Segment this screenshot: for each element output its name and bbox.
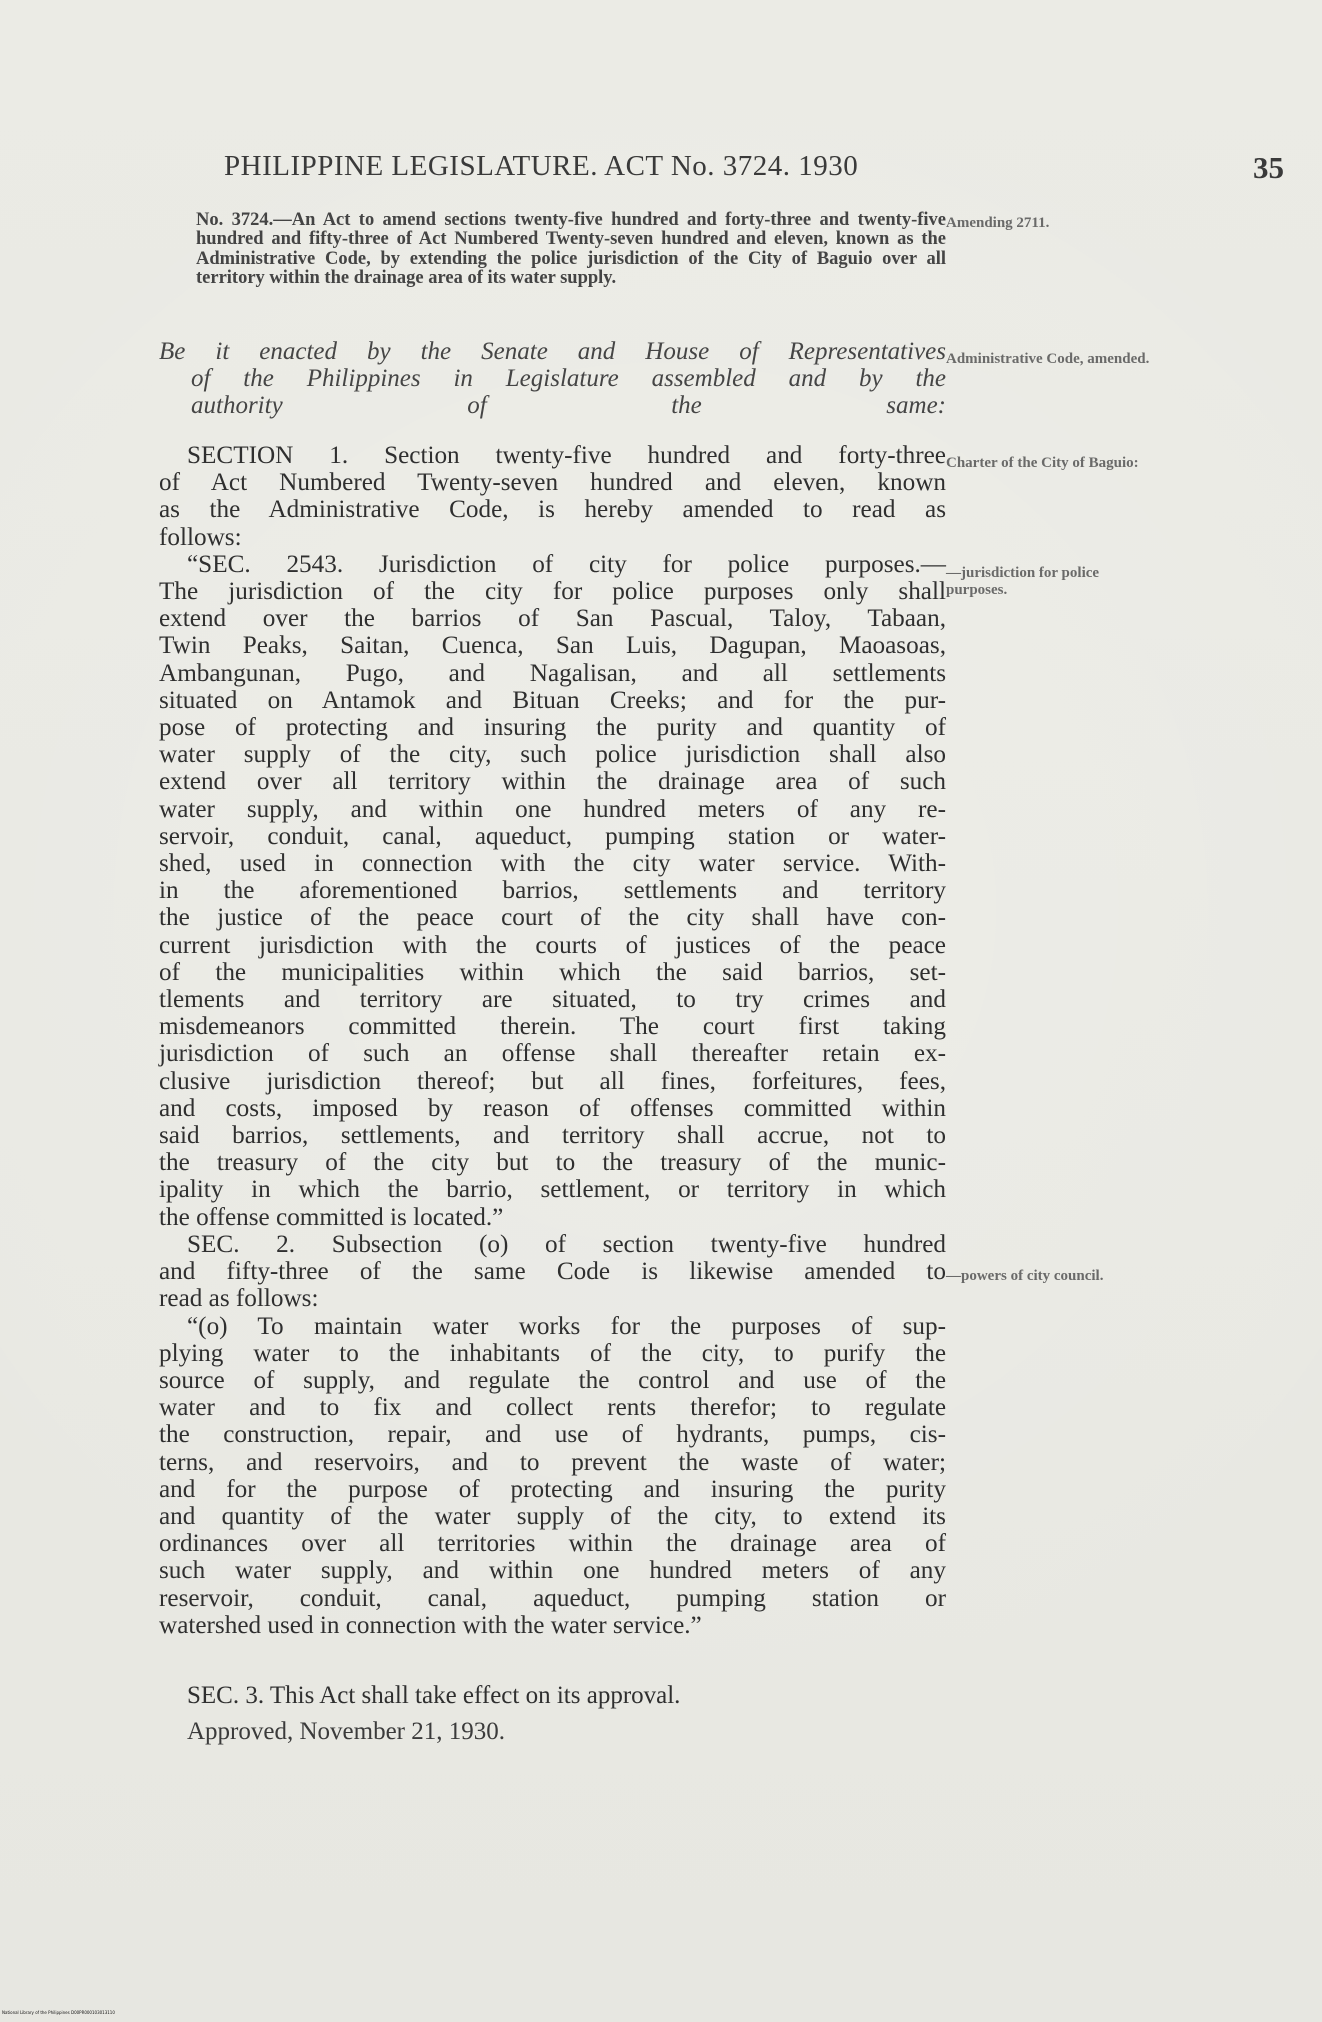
running-header: PHILIPPINE LEGISLATURE. ACT No. 3724. 1930 [224, 150, 859, 182]
sec-2543-line: extend over the barrios of San Pascual, Taloy, Tabaan, [159, 605, 946, 633]
page-number: 35 [1253, 150, 1284, 185]
sec-2543-line: Ambangunan, Pugo, and Nagalisan, and all settlements [159, 659, 946, 687]
margin-note-amending: Amending 2711. [946, 215, 1050, 231]
subsection-o-line: and quantity of the water supply of the city, to extend its [159, 1502, 946, 1530]
sec-2543-line: the treasury of the city but to the treasury of the munic- [159, 1149, 946, 1177]
subsection-o-line: watershed used in connection with the water service.” [159, 1611, 702, 1639]
sec-2543-line: water supply, and within one hundred meters of any re- [159, 795, 946, 823]
subsection-o-line: terns, and reservoirs, and to prevent the waste of water; [159, 1448, 946, 1476]
footer-note: National Library of the Philippines D00PR000103013110 [2, 2010, 115, 2015]
sec-2543-line: Twin Peaks, Saitan, Cuenca, San Luis, Dagupan, Maoasoas, [159, 632, 946, 660]
subsection-o-line: source of supply, and regulate the control and use of the [159, 1366, 946, 1394]
sec-2543-line: tlements and territory are situated, to try crimes and [159, 986, 946, 1014]
sec-2543-line: The jurisdiction of the city for police purposes only shall [159, 578, 946, 606]
enacting-clause [159, 338, 946, 419]
sec-2543-line: extend over all territory within the drainage area of such [159, 768, 946, 796]
sec-2543-line: situated on Antamok and Bituan Creeks; and for the pur- [159, 686, 946, 714]
sec-2543-line: “SEC. 2543. Jurisdiction of city for police purposes.— [187, 550, 946, 578]
sec-2543-line: in the aforementioned barrios, settlements and territory [159, 877, 946, 905]
section-1-line: follows: [159, 523, 242, 551]
margin-note-powers: —powers of city council. [946, 1268, 1104, 1284]
section-2-line: and fifty-three of the same Code is likewise amended to [159, 1258, 946, 1286]
subsection-o-line: water and to fix and collect rents therefor; to regulate [159, 1394, 946, 1422]
sec-2543-line: the offense committed is located.” [159, 1203, 504, 1231]
sec-2543-line: shed, used in connection with the city water service. With- [159, 850, 946, 878]
sec-2543-line: the justice of the peace court of the city shall have con- [159, 904, 946, 932]
section-2-line: read as follows: [159, 1285, 319, 1313]
subsection-o-line: such water supply, and within one hundred meters of any [159, 1557, 946, 1585]
section-1-line: SECTION 1. Section twenty-five hundred and forty-three [187, 442, 946, 469]
enacting-line: of the Philippines in Legislature assembled and by the [191, 365, 946, 392]
subsection-o-line: reservoir, conduit, canal, aqueduct, pumping station or [159, 1584, 946, 1612]
sec-2543-line: misdemeanors committed therein. The court first taking [159, 1013, 946, 1041]
section-1-line: of Act Numbered Twenty-seven hundred and eleven, known [159, 469, 946, 497]
sec-2543-line: current jurisdiction with the courts of justices of the peace [159, 931, 946, 959]
subsection-o-line: and for the purpose of protecting and insuring the purity [159, 1475, 946, 1503]
act-synopsis: No. 3724.—An Act to amend sections twenty-five hundred and forty-three and twenty-five hundred and fifty-three of Act Numbered Twenty-seven hundred and eleven, known as the Administrative Code, by extending the police jurisdiction of the City of Baguio over all territory within the drainage area of its water supply. [196, 210, 946, 289]
sec-2543-line: water supply of the city, such police jurisdiction shall also [159, 741, 946, 769]
sec-2543-line: and costs, imposed by reason of offenses committed within [159, 1094, 946, 1122]
margin-note-administrative-code: Administrative Code, amended. [946, 351, 1150, 367]
section-1-line: as the Administrative Code, is hereby amended to read as [159, 496, 946, 524]
enacting-line: authority of the same: [191, 392, 946, 419]
section-2-line: SEC. 2. Subsection (o) of section twenty-five hundred [187, 1230, 946, 1258]
section-3: SEC. 3. This Act shall take effect on its approval. [187, 1682, 681, 1709]
sec-2543-line: clusive jurisdiction thereof; but all fines, forfeitures, fees, [159, 1067, 946, 1095]
sec-2543-line: of the municipalities within which the said barrios, set- [159, 958, 946, 986]
subsection-o-line: ordinances over all territories within the drainage area of [159, 1530, 946, 1558]
sec-2543-line: jurisdiction of such an offense shall thereafter retain ex- [159, 1040, 946, 1068]
enacting-line: Be it enacted by the Senate and House of Representatives [159, 338, 946, 365]
sec-2543-line: ipality in which the barrio, settlement, or territory in which [159, 1176, 946, 1204]
subsection-o-line: plying water to the inhabitants of the city, to purify the [159, 1339, 946, 1367]
sec-2543-line: said barrios, settlements, and territory shall accrue, not to [159, 1122, 946, 1150]
main-text [159, 442, 946, 1639]
approval-date: Approved, November 21, 1930. [187, 1718, 505, 1745]
subsection-o-line: the construction, repair, and use of hydrants, pumps, cis- [159, 1421, 946, 1449]
margin-note-jurisdiction: —jurisdiction for police purposes. [946, 565, 1100, 598]
margin-note-charter: Charter of the City of Baguio: [946, 455, 1139, 471]
subsection-o-line: “(o) To maintain water works for the purposes of sup- [187, 1312, 946, 1340]
sec-2543-line: servoir, conduit, canal, aqueduct, pumping station or water- [159, 822, 946, 850]
sec-2543-line: pose of protecting and insuring the purity and quantity of [159, 714, 946, 742]
